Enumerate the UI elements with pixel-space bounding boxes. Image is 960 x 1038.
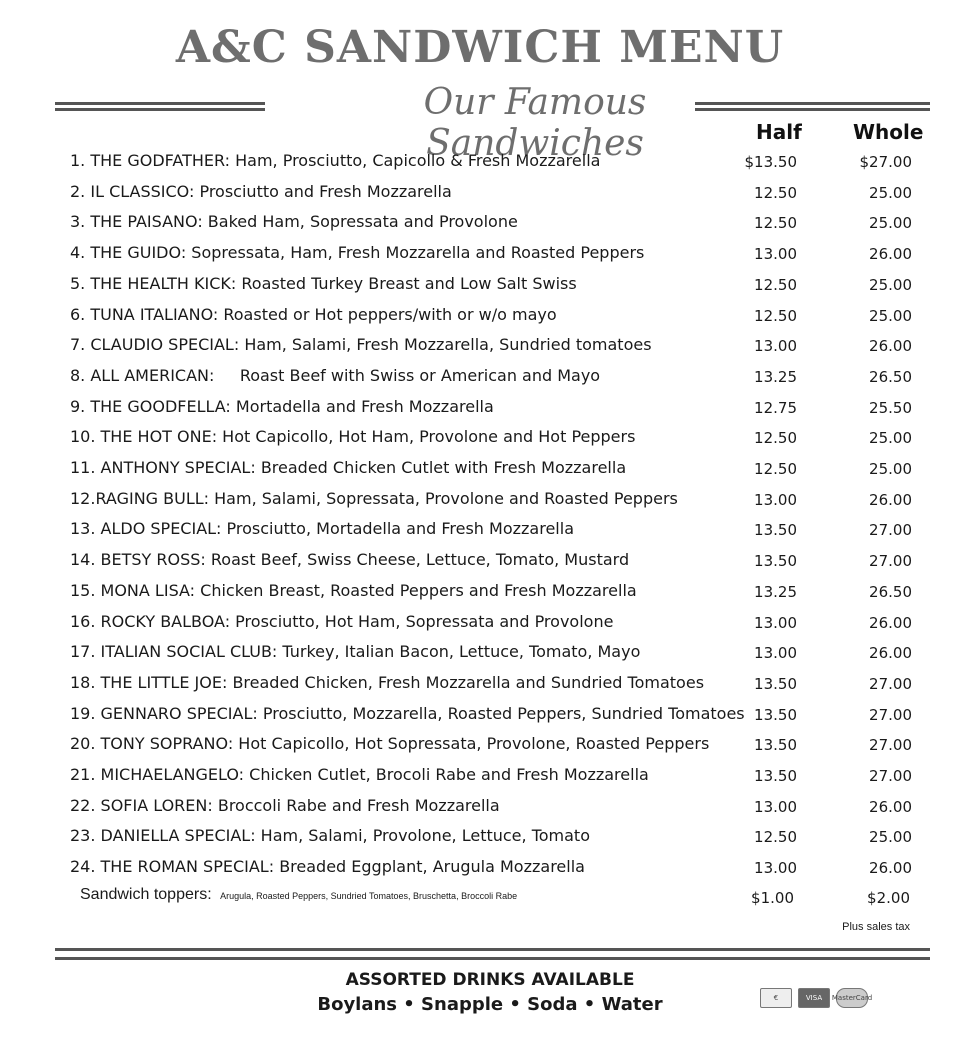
- menu-item-whole-price: 27.00: [869, 521, 912, 540]
- visa-icon: VISA: [798, 988, 830, 1008]
- drinks-heading: ASSORTED DRINKS AVAILABLE: [345, 970, 635, 990]
- menu-item-whole-price: 25.00: [869, 828, 912, 847]
- menu-item-name: 24. THE ROMAN SPECIAL: Breaded Eggplant, Arugula Mozzarella: [70, 857, 585, 877]
- menu-item-whole-price: 26.00: [869, 644, 912, 663]
- menu-item-half-price: 12.50: [754, 183, 797, 202]
- menu-item-whole-price: 25.50: [869, 398, 912, 417]
- menu-item-name: 13. ALDO SPECIAL: Prosciutto, Mortadella and Fresh Mozzarella: [70, 519, 574, 539]
- menu-item-whole-price: 25.00: [869, 183, 912, 202]
- menu-item-whole-price: 26.00: [869, 337, 912, 356]
- menu-item-name: 16. ROCKY BALBOA: Prosciutto, Hot Ham, Sopressata and Provolone: [70, 611, 614, 631]
- menu-item-half-price: 13.00: [754, 644, 797, 663]
- menu-item-row: [0, 300, 960, 330]
- menu-item-half-price: 12.50: [754, 828, 797, 847]
- menu-item-whole-price: 26.00: [869, 490, 912, 509]
- menu-item-row: [0, 361, 960, 391]
- menu-item-half-price: 13.50: [754, 736, 797, 755]
- menu-item-name: 3. THE PAISANO: Baked Ham, Sopressata and Provolone: [70, 212, 518, 232]
- menu-item-row: [0, 484, 960, 514]
- menu-item-name: 21. MICHAELANGELO: Chicken Cutlet, Brocoli Rabe and Fresh Mozzarella: [70, 765, 649, 784]
- menu-item-name: 17. ITALIAN SOCIAL CLUB: Turkey, Italian Bacon, Lettuce, Tomato, Mayo: [70, 642, 641, 662]
- menu-item-name: 10. THE HOT ONE: Hot Capicollo, Hot Ham, Provolone and Hot Peppers: [70, 427, 636, 447]
- menu-item-name: 22. SOFIA LOREN: Broccoli Rabe and Fresh Mozzarella: [70, 795, 500, 815]
- sales-tax-note: Plus sales tax: [842, 921, 910, 933]
- menu-item-half-price: 13.00: [754, 613, 797, 632]
- bottom-divider: [55, 948, 930, 960]
- menu-item-half-price: 13.50: [754, 767, 797, 785]
- menu-item-row: [0, 207, 960, 237]
- toppers-line: [80, 886, 517, 904]
- menu-item-name: 11. ANTHONY SPECIAL: Breaded Chicken Cutlet with Fresh Mozzarella: [70, 458, 627, 477]
- menu-item-row: [0, 729, 960, 759]
- menu-item-whole-price: 26.00: [869, 859, 912, 878]
- menu-item-half-price: $13.50: [744, 153, 797, 171]
- menu-item-name: 6. TUNA ITALIANO: Roasted or Hot peppers/with or w/o mayo: [70, 304, 557, 324]
- menu-item-row: [0, 514, 960, 544]
- left-divider: [55, 102, 265, 111]
- menu-item-half-price: 13.25: [754, 582, 797, 601]
- menu-item-whole-price: 26.00: [869, 613, 912, 632]
- menu-item-whole-price: 25.00: [869, 306, 912, 325]
- menu-item-whole-price: 26.50: [869, 367, 912, 386]
- drinks-list: Boylans • Snapple • Soda • Water: [317, 994, 663, 1015]
- menu-item-whole-price: 26.00: [869, 245, 912, 264]
- mastercard-icon: MasterCard: [836, 988, 868, 1008]
- payment-cards: [760, 988, 873, 1008]
- menu-item-row: [0, 668, 960, 698]
- menu-item-half-price: 12.50: [754, 460, 797, 478]
- menu-item-whole-price: 25.00: [869, 275, 912, 294]
- menu-item-row: [0, 269, 960, 299]
- menu-item-half-price: 12.50: [754, 214, 797, 233]
- right-divider: [695, 102, 930, 111]
- menu-item-name: 5. THE HEALTH KICK: Roasted Turkey Breast and Low Salt Swiss: [70, 273, 577, 293]
- menu-item-row: [0, 637, 960, 667]
- menu-item-half-price: 13.00: [754, 337, 797, 356]
- menu-item-whole-price: 26.50: [869, 582, 912, 601]
- toppers-half-price: $1.00: [751, 889, 794, 907]
- menu-item-row: [0, 545, 960, 575]
- toppers-list: Arugula, Roasted Peppers, Sundried Tomatoes, Bruschetta, Broccoli Rabe: [220, 891, 518, 901]
- menu-item-name: 18. THE LITTLE JOE: Breaded Chicken, Fresh Mozzarella and Sundried Tomatoes: [70, 672, 705, 692]
- menu-item-name: 9. THE GOODFELLA: Mortadella and Fresh Mozzarella: [70, 396, 494, 416]
- menu-item-name: 23. DANIELLA SPECIAL: Ham, Salami, Provolone, Lettuce, Tomato: [70, 826, 590, 846]
- menu-item-name: 14. BETSY ROSS: Roast Beef, Swiss Cheese, Lettuce, Tomato, Mustard: [70, 550, 630, 570]
- menu-item-half-price: 13.25: [754, 367, 797, 386]
- menu-item-whole-price: 25.00: [869, 429, 912, 448]
- half-column-header: Half: [756, 120, 802, 144]
- menu-item-name: 20. TONY SOPRANO: Hot Capicollo, Hot Sopressata, Provolone, Roasted Peppers: [70, 734, 710, 754]
- menu-item-whole-price: 26.00: [869, 797, 912, 816]
- menu-item-half-price: 12.75: [754, 398, 797, 417]
- menu-item-row: [0, 177, 960, 207]
- toppers-label: Sandwich toppers:: [80, 886, 212, 903]
- card-icon: €: [760, 988, 792, 1008]
- menu-item-name: 15. MONA LISA: Chicken Breast, Roasted Peppers and Fresh Mozzarella: [70, 580, 637, 600]
- menu-item-name: 1. THE GODFATHER: Ham, Prosciutto, Capicollo & Fresh Mozzarella: [70, 151, 601, 170]
- menu-item-row: [0, 576, 960, 606]
- menu-item-name: 12.RAGING BULL: Ham, Salami, Sopressata, Provolone and Roasted Peppers: [70, 488, 678, 508]
- menu-item-half-price: 13.00: [754, 797, 797, 816]
- menu-item-row: [0, 699, 960, 729]
- menu-item-name: 2. IL CLASSICO: Prosciutto and Fresh Mozzarella: [70, 181, 452, 201]
- menu-item-name: 4. THE GUIDO: Sopressata, Ham, Fresh Mozzarella and Roasted Peppers: [70, 243, 645, 263]
- menu-item-row: [0, 453, 960, 483]
- menu-item-half-price: 13.00: [754, 245, 797, 264]
- menu-subtitle: Our Famous Sandwiches: [423, 82, 647, 164]
- menu-item-row: [0, 238, 960, 268]
- menu-item-half-price: 13.50: [754, 521, 797, 540]
- menu-item-half-price: 12.50: [754, 306, 797, 325]
- menu-item-whole-price: 27.00: [869, 767, 912, 785]
- menu-item-row: [0, 146, 960, 176]
- menu-item-half-price: 12.50: [754, 429, 797, 448]
- menu-item-whole-price: 25.00: [869, 214, 912, 233]
- menu-item-row: [0, 821, 960, 851]
- menu-item-name: 7. CLAUDIO SPECIAL: Ham, Salami, Fresh Mozzarella, Sundried tomatoes: [70, 335, 652, 355]
- menu-item-row: [0, 852, 960, 882]
- menu-item-whole-price: 27.00: [869, 736, 912, 755]
- menu-item-name: 8. ALL AMERICAN: Roast Beef with Swiss or American and Mayo: [70, 365, 601, 385]
- whole-column-header: Whole: [853, 120, 924, 144]
- menu-item-half-price: 12.50: [754, 275, 797, 294]
- menu-item-row: [0, 760, 960, 790]
- menu-item-name: 19. GENNARO SPECIAL: Prosciutto, Mozzarella, Roasted Peppers, Sundried Tomatoes: [70, 703, 745, 723]
- menu-item-whole-price: 27.00: [869, 674, 912, 693]
- menu-title: A&C SANDWICH MENU: [175, 22, 785, 73]
- menu-item-whole-price: $27.00: [859, 153, 912, 171]
- menu-item-row: [0, 330, 960, 360]
- menu-item-half-price: 13.50: [754, 705, 797, 724]
- menu-item-row: [0, 607, 960, 637]
- menu-item-row: [0, 791, 960, 821]
- menu-item-half-price: 13.50: [754, 552, 797, 571]
- menu-item-half-price: 13.00: [754, 490, 797, 509]
- menu-item-whole-price: 25.00: [869, 460, 912, 478]
- menu-item-row: [0, 392, 960, 422]
- menu-item-whole-price: 27.00: [869, 552, 912, 571]
- menu-item-whole-price: 27.00: [869, 705, 912, 724]
- toppers-whole-price: $2.00: [867, 889, 910, 907]
- menu-item-half-price: 13.00: [754, 859, 797, 878]
- menu-item-row: [0, 422, 960, 452]
- menu-item-half-price: 13.50: [754, 674, 797, 693]
